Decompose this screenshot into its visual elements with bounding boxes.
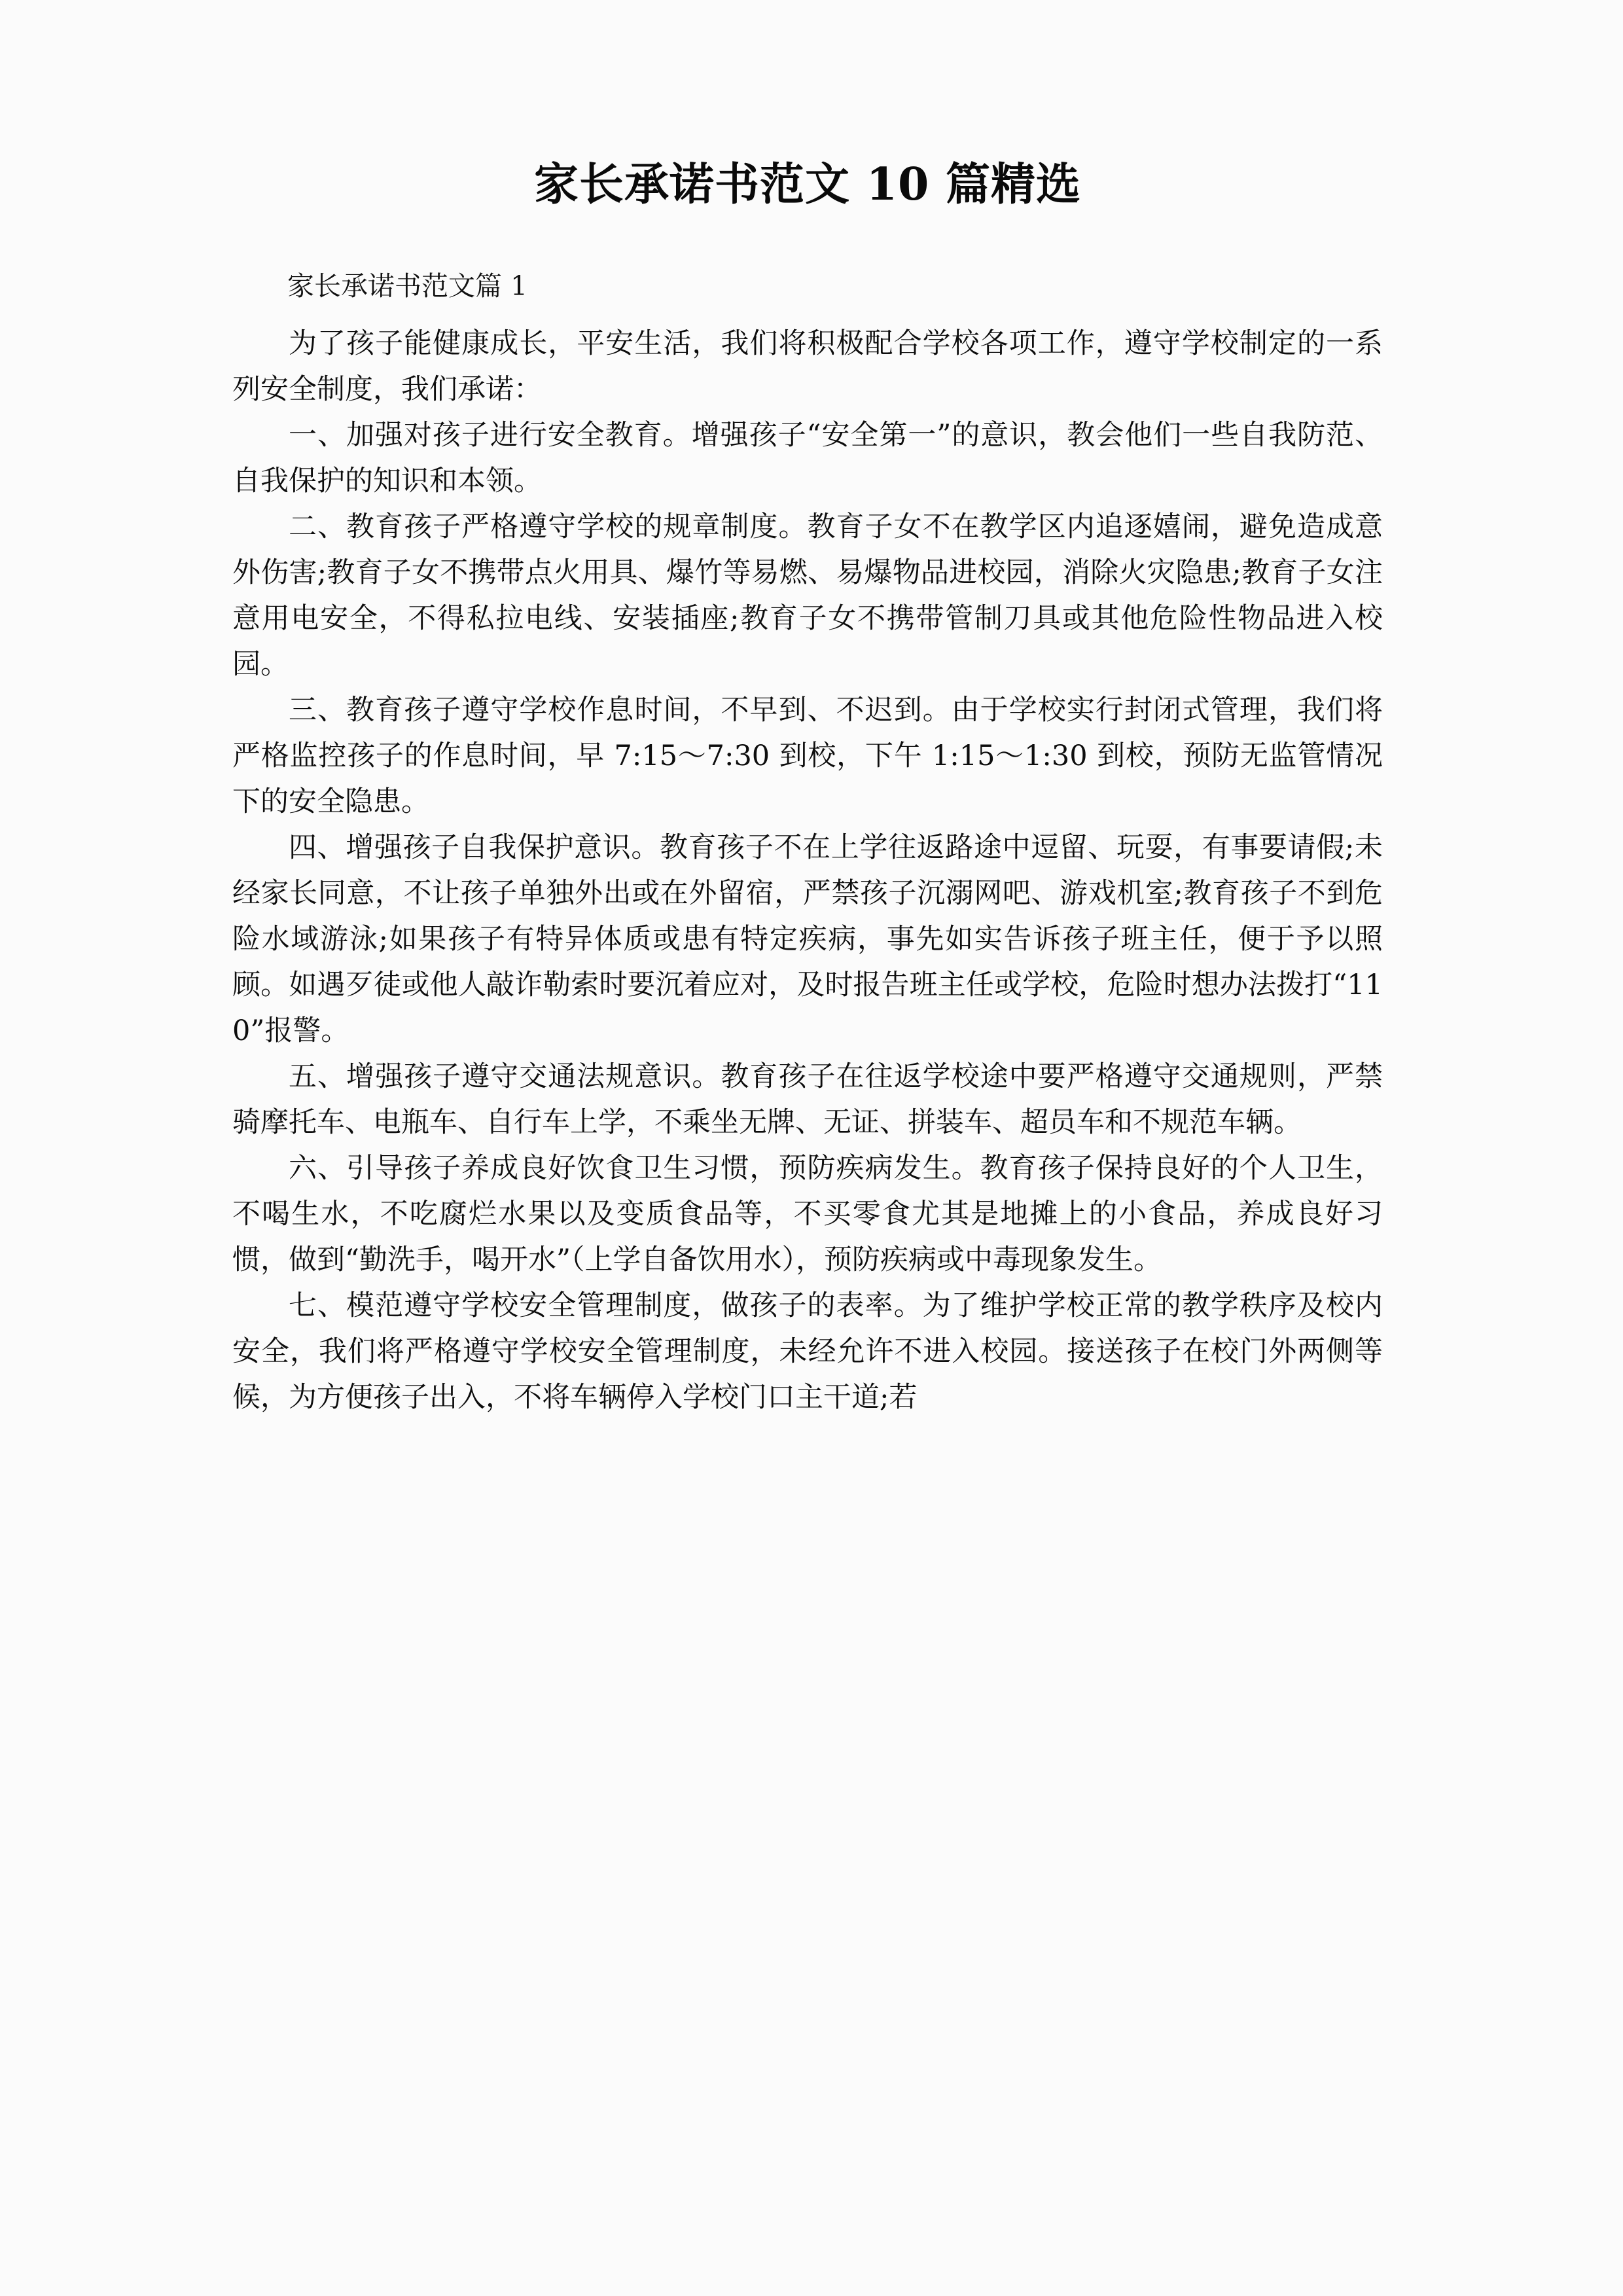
page-title: 家长承诺书范文 10 篇精选: [534, 158, 1081, 211]
body-paragraph-item-6: 六、引导孩子养成良好饮食卫生习惯，预防疾病发生。教育孩子保持良好的个人卫生，不喝生水，不吃腐烂水果以及变质食品等，不买零食尤其是地摊上的小食品，养成良好习惯，做到“勤洗手，喝开水”（上学自备饮用水），预防疾病或中毒现象发生。: [232, 1152, 1383, 1276]
section-label: 家长承诺书范文篇 1: [287, 270, 528, 302]
body-paragraph-item-1: 一、加强对孩子进行安全教育。增强孩子“安全第一”的意识，教会他们一些自我防范、自我保护的知识和本领。: [232, 419, 1383, 497]
body-paragraph-item-3: 三、教育孩子遵守学校作息时间，不早到、不迟到。由于学校实行封闭式管理，我们将严格监控孩子的作息时间，早 7:15～7:30 到校，下午 1:15～1:30 到校，预防无监管情况下的安全隐患。: [232, 694, 1383, 818]
body-paragraph-item-5: 五、增强孩子遵守交通法规意识。教育孩子在往返学校途中要严格遵守交通规则，严禁骑摩托车、电瓶车、自行车上学，不乘坐无牌、无证、拼装车、超员车和不规范车辆。: [232, 1060, 1383, 1139]
body-paragraph-intro: 为了孩子能健康成长，平安生活，我们将积极配合学校各项工作，遵守学校制定的一系列安全制度，我们承诺：: [232, 327, 1383, 406]
body-paragraph-item-7: 七、模范遵守学校安全管理制度，做孩子的表率。为了维护学校正常的教学秩序及校内安全，我们将严格遵守学校安全管理制度，未经允许不进入校园。接送孩子在校门外两侧等候，为方便孩子出入，不将车辆停入学校门口主干道;若: [232, 1289, 1383, 1414]
body-paragraph-item-2: 二、教育孩子严格遵守学校的规章制度。教育子女不在教学区内追逐嬉闹，避免造成意外伤害;教育子女不携带点火用具、爆竹等易燃、易爆物品进校园，消除火灾隐患;教育子女注意用电安全，不得私拉电线、安装插座;教育子女不携带管制刀具或其他危险性物品进入校园。: [232, 511, 1383, 681]
document-content: [232, 0, 1383, 1420]
body-paragraph-item-4: 四、增强孩子自我保护意识。教育孩子不在上学往返路途中逗留、玩耍，有事要请假;未经家长同意，不让孩子单独外出或在外留宿，严禁孩子沉溺网吧、游戏机室;教育孩子不到危险水域游泳;如果孩子有特异体质或患有特定疾病，事先如实告诉孩子班主任，便于予以照顾。如遇歹徒或他人敲诈勒索时要沉着应对，及时报告班主任或学校，危险时想办法拨打“110”报警。: [232, 831, 1383, 1047]
